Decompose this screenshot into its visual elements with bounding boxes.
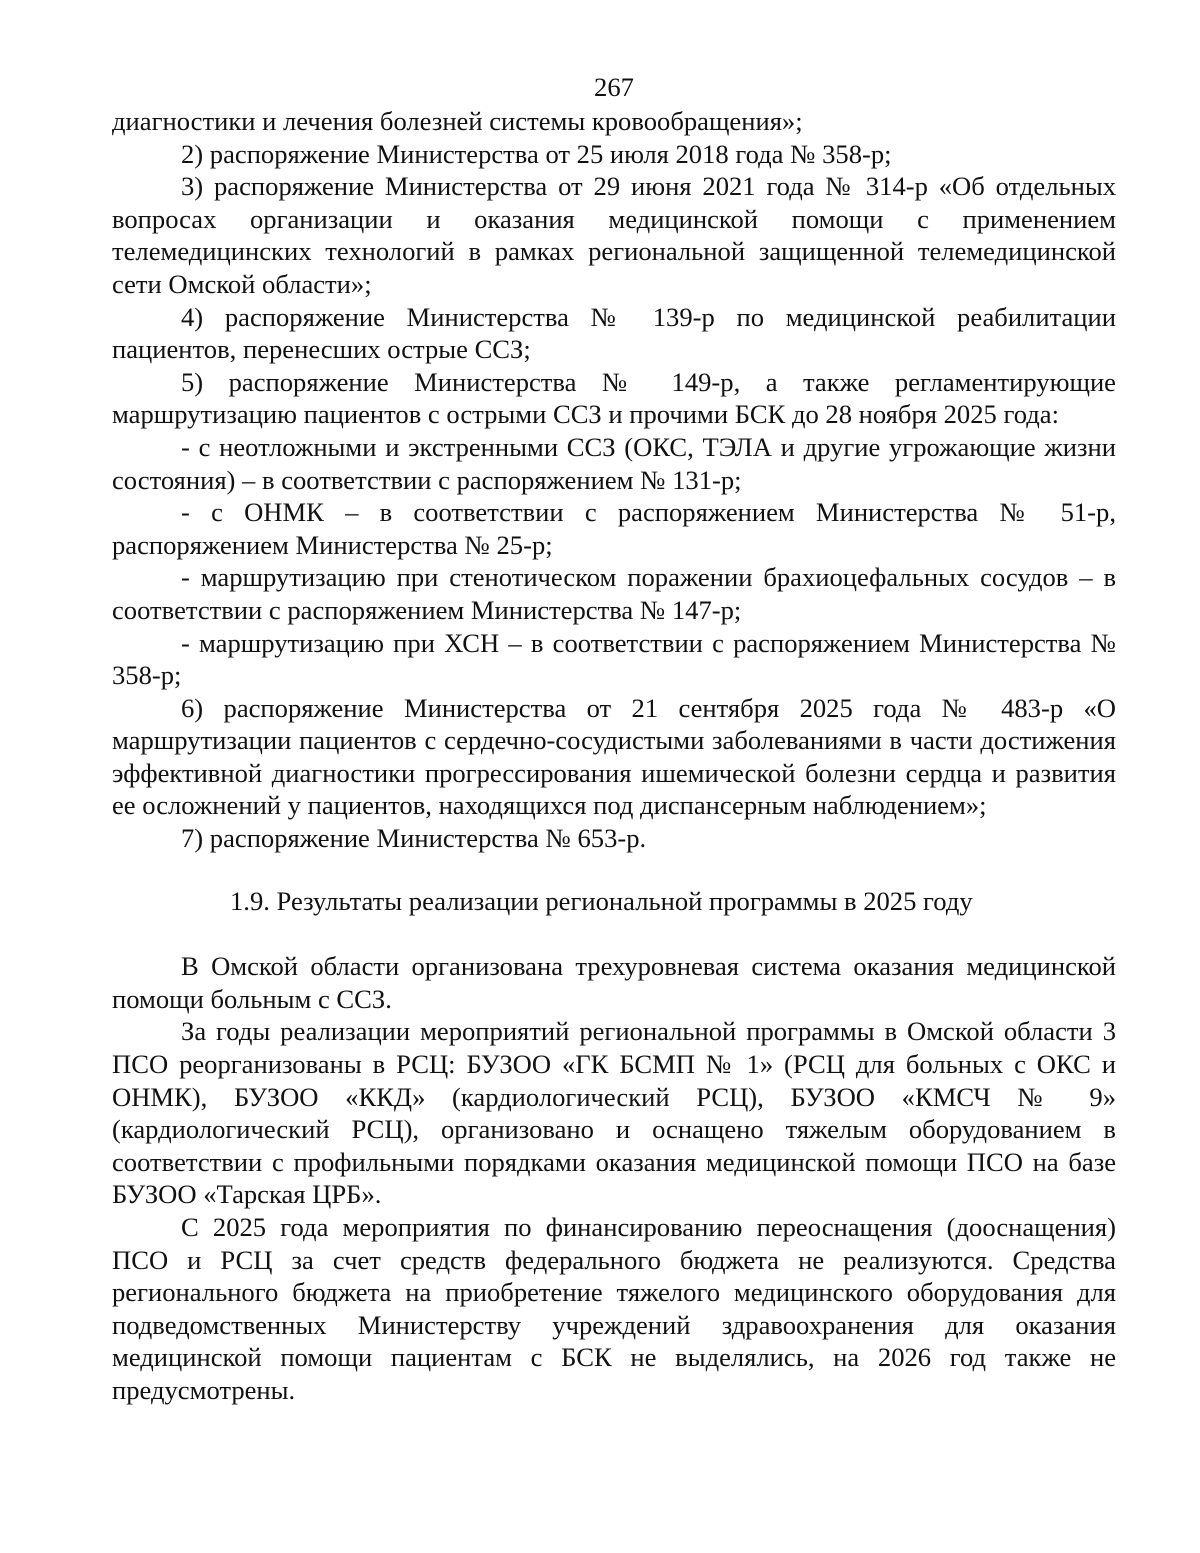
section-heading: 1.9. Результаты реализации региональной программы в 2025 году — [230, 885, 973, 916]
list-item-4: 4) распоряжение Министерства № 139-р по медицинской реабилитации пациентов, перенесших острые ССЗ; — [112, 301, 1116, 365]
list-item-7: 7) распоряжение Министерства № 653-р. — [181, 823, 647, 854]
list-item-3: 3) распоряжение Министерства от 29 июня 2021 года № 314-р «Об отдельных вопросах организации и оказания медицинской помощи с применением телемедицинских технологий в рамках региональной защищенной телемедицинской сети Омской области»; — [112, 171, 1116, 299]
page-number: 267 — [594, 72, 634, 102]
continued-paragraph: диагностики и лечения болезней системы кровообращения»; — [112, 106, 803, 136]
list-item-5: 5) распоряжение Министерства № 149-р, а также регламентирующие маршрутизацию пациентов с острыми ССЗ и прочими БСК до 28 ноября 2025 года: — [112, 366, 1116, 430]
sub-item-hsn: - маршрутизацию при ХСН – в соответствии с распоряжением Министерства № 358-р; — [112, 627, 1116, 691]
sub-item-stenotic: - маршрутизацию при стенотическом поражении брахиоцефальных сосудов – в соответствии с распоряжением Министерства № 147-р; — [112, 562, 1116, 625]
body-paragraph: За годы реализации мероприятий региональной программы в Омской области 3 ПСО реорганизованы в РСЦ: БУЗОО «ГК БСМП № 1» (РСЦ для больных с ОКС и ОНМК), БУЗОО «ККД» (кардиологический РСЦ), БУЗОО «КМСЧ № 9» (кардиологический РСЦ), организовано и оснащено тяжелым оборудованием в соответствии с профильными порядками оказания медицинской помощи ПСО на базе БУЗОО «Тарская ЦРБ». — [112, 1016, 1116, 1210]
body-paragraph: В Омской области организована трехуровневая система оказания медицинской помощи больным с ССЗ. — [112, 951, 1116, 1014]
sub-item-onmk: - с ОНМК – в соответствии с распоряжением Министерства № 51-р, распоряжением Министерства № 25-р; — [112, 497, 1116, 560]
document-page — [112, 70, 1116, 1407]
list-item-2: 2) распоряжение Министерства от 25 июля 2018 года № 358-р; — [181, 138, 892, 169]
body-paragraph: С 2025 года мероприятия по финансированию переоснащения (дооснащения) ПСО и РСЦ за счет средств федерального бюджета не реализуются. Средства регионального бюджета на приобретение тяжелого медицинского оборудования для подведомственных Министерству учреждений здравоохранения для оказания медицинской помощи пациентам с БСК не выделялись, на 2026 год также не предусмотрены. — [112, 1212, 1116, 1405]
sub-item-acute-ccd: - с неотложными и экстренными ССЗ (ОКС, ТЭЛА и другие угрожающие жизни состояния) – в соответствии с распоряжением № 131-р; — [112, 431, 1116, 495]
list-item-6: 6) распоряжение Министерства от 21 сентября 2025 года № 483-р «О маршрутизации пациентов с сердечно-сосудистыми заболеваниями в части достижения эффективной диагностики прогрессирования ишемической болезни сердца и развития ее осложнений у пациентов, находящихся под диспансерным наблюдением»; — [112, 692, 1116, 821]
